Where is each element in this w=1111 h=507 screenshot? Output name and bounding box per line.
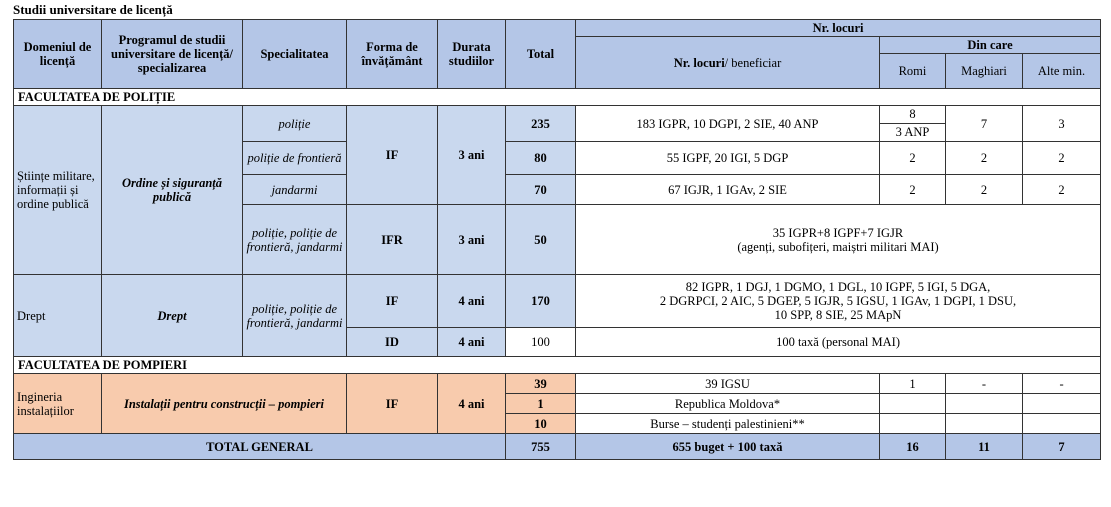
- section-row: [14, 89, 1101, 106]
- specialitate-cell: jandarmi: [243, 175, 347, 205]
- program-cell: Instalații pentru construcții – pompieri: [102, 374, 347, 434]
- admissions-table: [13, 19, 1101, 460]
- header-domeniul: Domeniul de licență: [14, 20, 102, 89]
- header-nr-locuri-beneficiar: [576, 37, 880, 89]
- header-durata: Durata studiilor: [438, 20, 506, 89]
- forma-cell: IF: [347, 275, 438, 328]
- romi-cell: 1: [880, 374, 946, 394]
- forma-cell: IFR: [347, 205, 438, 275]
- domeniu-cell: Drept: [14, 275, 102, 357]
- header-maghiari: Maghiari: [946, 54, 1023, 89]
- beneficiar-line: 82 IGPR, 1 DGJ, 1 DGMO, 1 DGL, 10 IGPF, 5 IGI, 5 DGA,: [685, 280, 991, 294]
- header-romi: Romi: [880, 54, 946, 89]
- forma-cell: ID: [347, 328, 438, 357]
- alte-min-cell: [1023, 394, 1101, 414]
- beneficiar-cell: 39 IGSU: [576, 374, 880, 394]
- beneficiar-cell: [576, 275, 1101, 328]
- beneficiar-cell: Burse – studenți palestinieni**: [576, 414, 880, 434]
- total-general-beneficiar: 655 buget + 100 taxă: [576, 434, 880, 460]
- beneficiar-cell: Republica Moldova*: [576, 394, 880, 414]
- header-specialitatea: Specialitatea: [243, 20, 347, 89]
- specialitate-cell: poliție, poliție de frontieră, jandarmi: [243, 275, 347, 357]
- romi-cell: 2: [880, 175, 946, 205]
- section-facultatea-politie: FACULTATEA DE POLIȚIE: [14, 89, 1101, 106]
- total-cell: 70: [506, 175, 576, 205]
- beneficiar-line: 10 SPP, 8 SIE, 25 MApN: [774, 308, 902, 322]
- romi-anp-value: 3 ANP: [895, 125, 930, 139]
- alte-min-cell: 3: [1023, 106, 1101, 142]
- maghiari-cell: [946, 394, 1023, 414]
- durata-cell: 3 ani: [438, 106, 506, 205]
- beneficiar-cell: 67 IGJR, 1 IGAv, 2 SIE: [576, 175, 880, 205]
- domeniu-cell: Științe militare, informații și ordine publică: [14, 106, 102, 275]
- total-general-romi: 16: [880, 434, 946, 460]
- header-row-1: [14, 20, 1101, 37]
- beneficiar-cell: 183 IGPR, 10 DGPI, 2 SIE, 40 ANP: [576, 106, 880, 142]
- durata-cell: 3 ani: [438, 205, 506, 275]
- table-row: [14, 275, 1101, 328]
- alte-min-cell: -: [1023, 374, 1101, 394]
- maghiari-cell: -: [946, 374, 1023, 394]
- romi-cell: [880, 394, 946, 414]
- total-general-maghiari: 11: [946, 434, 1023, 460]
- romi-value: 8: [880, 106, 945, 124]
- total-cell: 100: [506, 328, 576, 357]
- table-row: [14, 374, 1101, 394]
- header-programul: Programul de studii universitare de licență/ specializarea: [102, 20, 243, 89]
- header-nr-locuri: Nr. locuri: [576, 20, 1101, 37]
- page-title: Studii universitare de licență: [13, 2, 173, 17]
- total-general-alte-min: 7: [1023, 434, 1101, 460]
- beneficiar-cell: 55 IGPF, 20 IGI, 5 DGP: [576, 142, 880, 175]
- maghiari-cell: [946, 414, 1023, 434]
- specialitate-cell: poliție de frontieră: [243, 142, 347, 175]
- beneficiar-cell: 100 taxă (personal MAI): [576, 328, 1101, 357]
- beneficiar-line: 2 DGRPCI, 2 AIC, 5 DGEP, 5 IGJR, 5 IGSU, 1 IGAv, 1 DGPI, 1 DSU,: [659, 294, 1017, 308]
- domeniu-cell: Ingineria instalațiilor: [14, 374, 102, 434]
- total-cell: 170: [506, 275, 576, 328]
- header-beneficiar: / beneficiar: [724, 55, 782, 70]
- durata-cell: 4 ani: [438, 374, 506, 434]
- table-row: [14, 106, 1101, 142]
- alte-min-cell: 2: [1023, 142, 1101, 175]
- total-general-value: 755: [506, 434, 576, 460]
- romi-cell: [880, 414, 946, 434]
- alte-min-cell: 2: [1023, 175, 1101, 205]
- forma-cell: IF: [347, 106, 438, 205]
- program-cell: Ordine și siguranță publică: [102, 106, 243, 275]
- maghiari-cell: 2: [946, 142, 1023, 175]
- header-nr-locuri-bold: Nr. locuri: [673, 55, 725, 70]
- total-row: [14, 434, 1101, 460]
- total-general-label: TOTAL GENERAL: [14, 434, 506, 460]
- specialitate-cell: poliție, poliție de frontieră, jandarmi: [243, 205, 347, 275]
- beneficiar-cell: [576, 205, 1101, 275]
- forma-cell: IF: [347, 374, 438, 434]
- header-din-care: Din care: [880, 37, 1101, 54]
- romi-cell: 2: [880, 142, 946, 175]
- durata-cell: 4 ani: [438, 275, 506, 328]
- maghiari-cell: 2: [946, 175, 1023, 205]
- total-cell: 235: [506, 106, 576, 142]
- total-cell: 1: [506, 394, 576, 414]
- total-cell: 39: [506, 374, 576, 394]
- section-facultatea-pompieri: FACULTATEA DE POMPIERI: [14, 357, 1101, 374]
- total-cell: 50: [506, 205, 576, 275]
- header-total: Total: [506, 20, 576, 89]
- section-row: [14, 357, 1101, 374]
- beneficiar-line: 35 IGPR+8 IGPF+7 IGJR: [772, 225, 904, 240]
- total-cell: 80: [506, 142, 576, 175]
- beneficiar-line: (agenți, subofițeri, maiștri militari MAI): [737, 239, 939, 254]
- header-alte-min: Alte min.: [1023, 54, 1101, 89]
- total-cell: 10: [506, 414, 576, 434]
- alte-min-cell: [1023, 414, 1101, 434]
- maghiari-cell: 7: [946, 106, 1023, 142]
- specialitate-cell: poliție: [243, 106, 347, 142]
- program-cell: Drept: [102, 275, 243, 357]
- header-forma: Forma de învățământ: [347, 20, 438, 89]
- romi-cell: [880, 106, 946, 142]
- durata-cell: 4 ani: [438, 328, 506, 357]
